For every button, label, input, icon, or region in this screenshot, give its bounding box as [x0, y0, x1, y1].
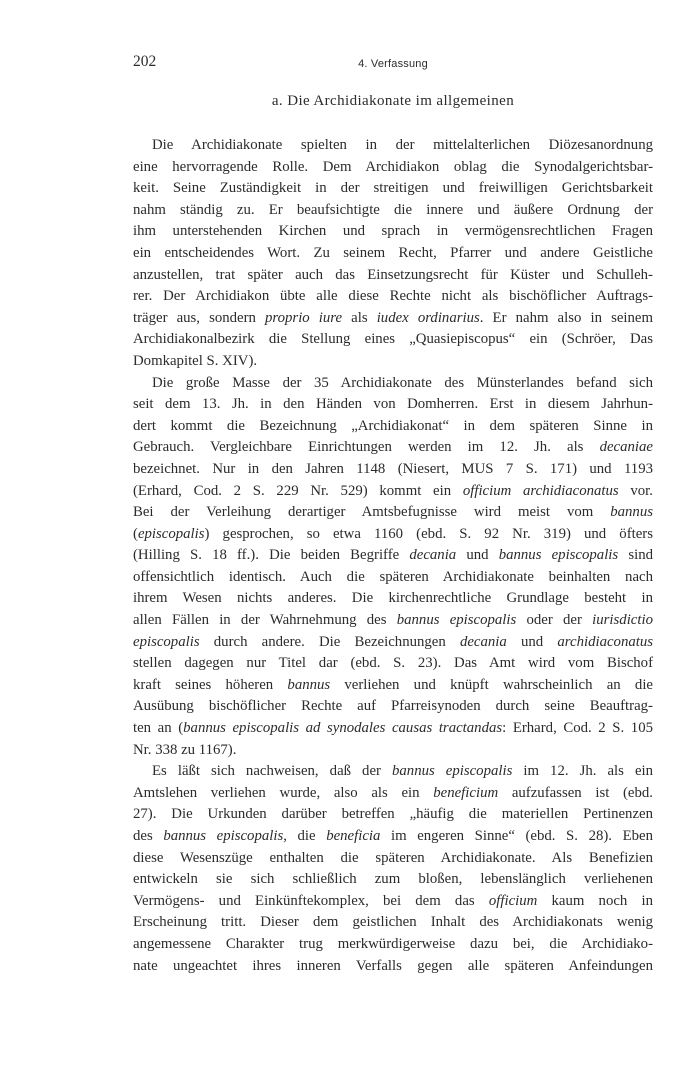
- italic-text: archidiaconatus: [557, 633, 654, 650]
- text-line: [133, 610, 653, 632]
- italic-text: decania: [409, 547, 457, 564]
- text-line: [133, 761, 653, 783]
- text-run: ihm unterstehenden Kirchen und sprach in vermögensrechtlichen Fragen: [133, 223, 653, 240]
- text-run: durch andere. Die Bezeichnungen: [199, 633, 460, 650]
- italic-text: proprio iure: [265, 309, 343, 326]
- text-run: Gebrauch. Vergleichbare Einrichtungen werden im 12. Jh. als: [133, 439, 600, 456]
- text-run: offensichtlich identisch. Auch die späteren Archidiakonate beinhalten nach: [133, 568, 653, 585]
- text-line: [133, 459, 653, 481]
- text-run: angemessene Charakter trug merkwürdigerweise dazu bei, die Archidiako-: [133, 935, 653, 952]
- text-run: 27). Die Urkunden darüber betreffen „häufig die materiellen Pertinenzen: [133, 806, 653, 823]
- text-line: [133, 567, 653, 589]
- text-run: , die: [283, 828, 327, 844]
- italic-text: iurisdictio: [592, 612, 653, 629]
- text-run: keit. Seine Zuständigkeit in der streitigen und freiwilligen Gerichtsbarkeit: [133, 180, 653, 197]
- text-line: [133, 416, 653, 438]
- text-run: Amtslehen verliehen wurde, also als ein: [133, 784, 434, 801]
- text-line: [133, 632, 653, 654]
- text-run: (: [133, 525, 138, 542]
- text-line: [133, 524, 653, 546]
- text-line: [133, 912, 653, 934]
- text-line: [133, 783, 653, 805]
- text-line: [133, 135, 653, 157]
- text-line: [133, 200, 653, 222]
- text-run: Es läßt sich nachweisen, daß der: [152, 763, 392, 780]
- text-line: [133, 696, 653, 718]
- italic-text: bannus: [610, 504, 653, 521]
- text-run: im 12. Jh. als ein: [512, 763, 654, 780]
- text-run: als: [342, 309, 377, 326]
- italic-text: bannus episcopalis ad synodales causas tractandas: [183, 720, 503, 737]
- text-run: anzustellen, trat später auch das Einsetzungsrecht für Küster und Schulleh-: [133, 266, 653, 283]
- text-run: oder der: [516, 612, 593, 629]
- text-line: [133, 265, 653, 287]
- text-line: [133, 437, 653, 459]
- text-line: [133, 373, 653, 395]
- italic-text: episcopalis: [133, 633, 200, 650]
- text-run: sind: [618, 547, 654, 564]
- italic-text: decania: [459, 633, 507, 650]
- text-line: [133, 329, 653, 351]
- text-line: [133, 481, 653, 503]
- text-run: Die große Masse der 35 Archidiakonate des Münsterlandes befand sich: [152, 374, 653, 391]
- italic-text: episcopalis: [137, 525, 205, 542]
- text-run: Die Archidiakonate spielten in der mittelalterlichen Diözesanordnung: [152, 137, 653, 153]
- text-run: Nr. 338 zu 1167).: [133, 741, 237, 758]
- text-line: [133, 934, 653, 956]
- text-run: und: [456, 547, 499, 564]
- text-run: nate ungeachtet ihres inneren Verfalls gegen alle späteren Anfeindungen: [133, 957, 653, 974]
- text-line: [133, 740, 653, 762]
- text-line: [133, 545, 653, 567]
- text-run: Archidiakonalbezirk die Stellung eines „Quasiepiscopus“ ein (Schröer, Das: [133, 331, 653, 348]
- text-line: [133, 221, 653, 243]
- text-run: ein entscheidendes Wort. Zu seinem Recht, Pfarrer und andere Geistliche: [133, 244, 653, 261]
- text-line: [133, 394, 653, 416]
- text-line: [133, 157, 653, 179]
- text-line: [133, 243, 653, 265]
- text-run: stellen dagegen nur Titel dar (ebd. S. 23). Das Amt wird vom Bischof: [133, 655, 653, 672]
- text-run: bezeichnet. Nur in den Jahren 1148 (Niesert, MUS 7 S. 171) und 1193: [133, 460, 653, 477]
- text-run: Vermögens- und Einkünftekomplex, bei dem das: [133, 892, 489, 909]
- page-number: 202: [133, 53, 157, 70]
- italic-text: bannus episcopalis: [392, 763, 513, 780]
- text-line: [133, 804, 653, 826]
- text-run: allen Fällen in der Wahrnehmung des: [133, 612, 397, 629]
- text-line: [133, 308, 653, 330]
- text-line: [133, 351, 653, 373]
- text-run: (Erhard, Cod. 2 S. 229 Nr. 529) kommt ein: [133, 482, 463, 499]
- text-run: des: [133, 828, 164, 844]
- text-run: ihrem Wesen nichts anderes. Die kirchenrechtliche Grundlage besteht in: [133, 590, 653, 607]
- italic-text: beneficia: [326, 828, 381, 844]
- text-line: [133, 588, 653, 610]
- text-line: [133, 286, 653, 308]
- text-run: rer. Der Archidiakon übte alle diese Rechte nicht als bischöflicher Auftrags-: [133, 288, 653, 305]
- italic-text: bannus episcopalis: [163, 828, 284, 844]
- italic-text: decaniae: [599, 439, 653, 456]
- text-run: . Er nahm also in seinem: [479, 309, 653, 326]
- text-run: aufzufassen ist (ebd.: [498, 784, 653, 801]
- text-run: verliehen und knüpft wahrscheinlich an die: [330, 676, 653, 693]
- text-line: [133, 502, 653, 524]
- text-line: [133, 869, 653, 891]
- text-run: und: [506, 633, 558, 650]
- text-run: ) gesprochen, so etwa 1160 (ebd. S. 92 Nr. 319) und öfters: [204, 525, 653, 542]
- text-line: [133, 826, 653, 848]
- text-run: kraft seines höheren: [133, 676, 288, 693]
- text-run: (Hilling S. 18 ff.). Die beiden Begriffe: [133, 547, 410, 564]
- section-heading: a. Die Archidiakonate im allgemeinen: [271, 93, 515, 109]
- text-line: [133, 848, 653, 870]
- italic-text: beneficium: [433, 784, 499, 801]
- italic-text: iudex ordinarius: [376, 309, 480, 326]
- running-head: 4. Verfassung: [358, 58, 428, 70]
- text-run: Erscheinung tritt. Dieser dem geistlichen Inhalt des Archidiakonats wenig: [133, 914, 653, 931]
- italic-text: officium: [488, 892, 538, 909]
- italic-text: bannus episcopalis: [396, 612, 517, 629]
- text-line: [133, 675, 653, 697]
- text-run: eine hervorragende Rolle. Dem Archidiakon oblag die Synodalgerichtsbar-: [133, 158, 653, 175]
- text-line: [133, 718, 653, 740]
- text-run: : Erhard, Cod. 2 S. 105: [502, 720, 653, 737]
- text-run: entwickeln sie sich schließlich zum bloßen, lebenslänglich verliehenen: [133, 871, 653, 888]
- text-run: nahm ständig zu. Er beaufsichtigte die innere und äußere Ordnung der: [133, 201, 653, 218]
- italic-text: bannus: [287, 676, 331, 693]
- text-run: dert kommt die Bezeichnung „Archidiakonat“ in dem späteren Sinne in: [133, 417, 653, 434]
- text-run: vor.: [618, 482, 653, 499]
- text-run: Domkapitel S. XIV).: [133, 352, 258, 369]
- italic-text: bannus episcopalis: [498, 547, 619, 564]
- text-run: ten an (: [133, 720, 184, 737]
- text-run: träger aus, sondern: [133, 309, 266, 326]
- text-line: [133, 653, 653, 675]
- text-run: seit dem 13. Jh. in den Händen von Domherren. Erst in diesem Jahrhun-: [133, 396, 653, 413]
- text-run: Bei der Verleihung derartiger Amtsbefugnisse wird meist vom: [133, 504, 611, 521]
- text-run: diese Wesenszüge enthalten die späteren Archidiakonate. Als Benefizien: [133, 849, 653, 866]
- italic-text: officium archidiaconatus: [462, 482, 619, 499]
- text-run: kaum noch in: [537, 892, 654, 909]
- text-run: im engeren Sinne“ (ebd. S. 28). Eben: [380, 828, 653, 844]
- text-line: [133, 178, 653, 200]
- text-line: [133, 891, 653, 913]
- text-run: Ausübung bischöflicher Rechte auf Pfarreisynoden durch seine Beauftrag-: [133, 698, 653, 715]
- text-line: [133, 956, 653, 978]
- body-text: [133, 135, 653, 977]
